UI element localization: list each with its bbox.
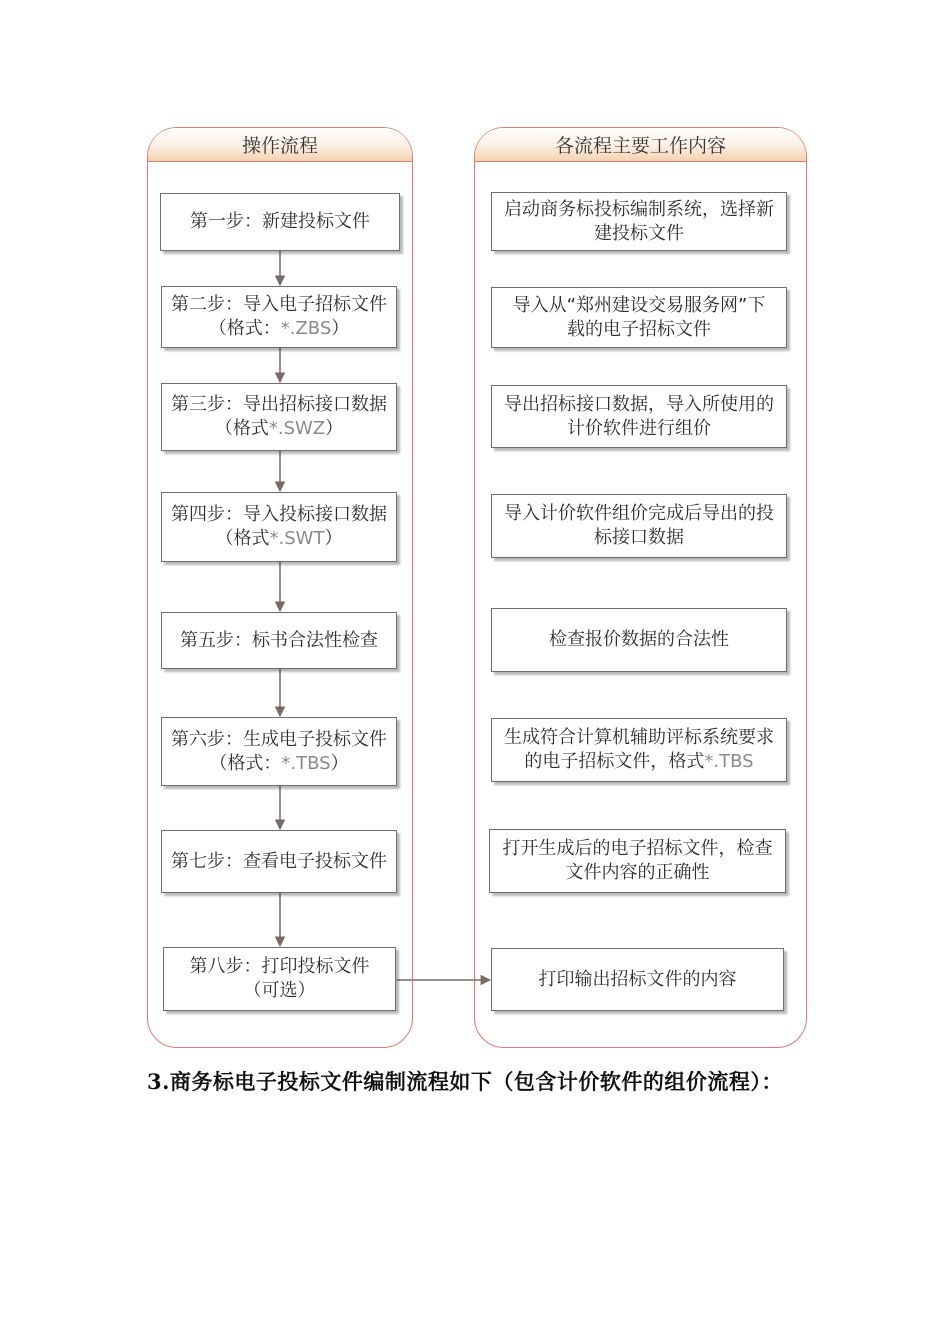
step-7-label: 第七步：查看电子投标文件 — [171, 850, 387, 872]
desc-3-line1: 导出招标接口数据，导入所使用的 — [504, 393, 774, 415]
step-3-box — [161, 383, 397, 451]
desc-5-box — [491, 608, 787, 672]
desc-5-line1: 检查报价数据的合法性 — [549, 629, 729, 650]
desc-4-box — [491, 494, 787, 558]
step-6-label: 第六步：生成电子投标文件 — [171, 728, 387, 750]
desc-1-line2: 建投标文件 — [594, 222, 684, 244]
desc-4-line1: 导入计价软件组价完成后导出的投 — [504, 503, 774, 524]
step-2-label: 第二步：导入电子招标文件 — [171, 294, 387, 315]
desc-2-line1: 导入从“郑州建设交易服务网”下 — [512, 294, 766, 316]
desc-8-box — [491, 948, 784, 1011]
desc-7-line2: 文件内容的正确性 — [565, 862, 710, 883]
desc-2-line2: 载的电子招标文件 — [567, 318, 711, 340]
desc-1-box — [491, 192, 787, 251]
step-6-format: （格式：*.TBS） — [209, 752, 349, 774]
desc-1-line1: 启动商务标投标编制系统，选择新 — [504, 198, 774, 220]
desc-3-line2: 计价软件进行组价 — [567, 417, 711, 439]
step-1-box — [160, 193, 400, 251]
step-8-box — [163, 947, 396, 1011]
desc-6-line2: 的电子招标文件，格式*.TBS — [524, 751, 754, 772]
desc-2-box — [491, 287, 787, 348]
work-content-title: 各流程主要工作内容 — [554, 135, 726, 157]
desc-7-box — [489, 829, 786, 893]
step-8-label: 第八步：打印投标文件 — [189, 956, 370, 977]
step-2-format: （格式：*.ZBS） — [208, 318, 350, 339]
desc-3-box — [491, 385, 787, 448]
step-5-box — [161, 612, 397, 669]
step-6-box — [161, 717, 397, 786]
step-1-label: 第一步：新建投标文件 — [190, 211, 370, 232]
step-7-box — [161, 830, 397, 893]
desc-8-line1: 打印输出招标文件的内容 — [538, 968, 737, 990]
desc-7-line1: 打开生成后的电子招标文件，检查 — [502, 838, 773, 859]
step-4-label: 第四步：导入投标接口数据 — [171, 504, 387, 525]
step-3-format: （格式*.SWZ） — [214, 418, 344, 439]
desc-6-box — [491, 718, 787, 782]
step-8-note: （可选） — [243, 980, 316, 1001]
section-heading: 3.商务标电子投标文件编制流程如下（包含计价软件的组价流程）： — [147, 1069, 783, 1094]
step-2-box — [161, 286, 397, 348]
step-3-label: 第三步：导出招标接口数据 — [171, 394, 387, 415]
operation-flow-title: 操作流程 — [241, 135, 318, 157]
desc-6-line1: 生成符合计算机辅助评标系统要求 — [504, 727, 774, 748]
desc-4-line2: 标接口数据 — [594, 527, 684, 548]
step-4-format: （格式*.SWT） — [215, 528, 343, 549]
step-4-box — [161, 492, 397, 562]
step-5-label: 第五步：标书合法性检查 — [180, 629, 378, 651]
